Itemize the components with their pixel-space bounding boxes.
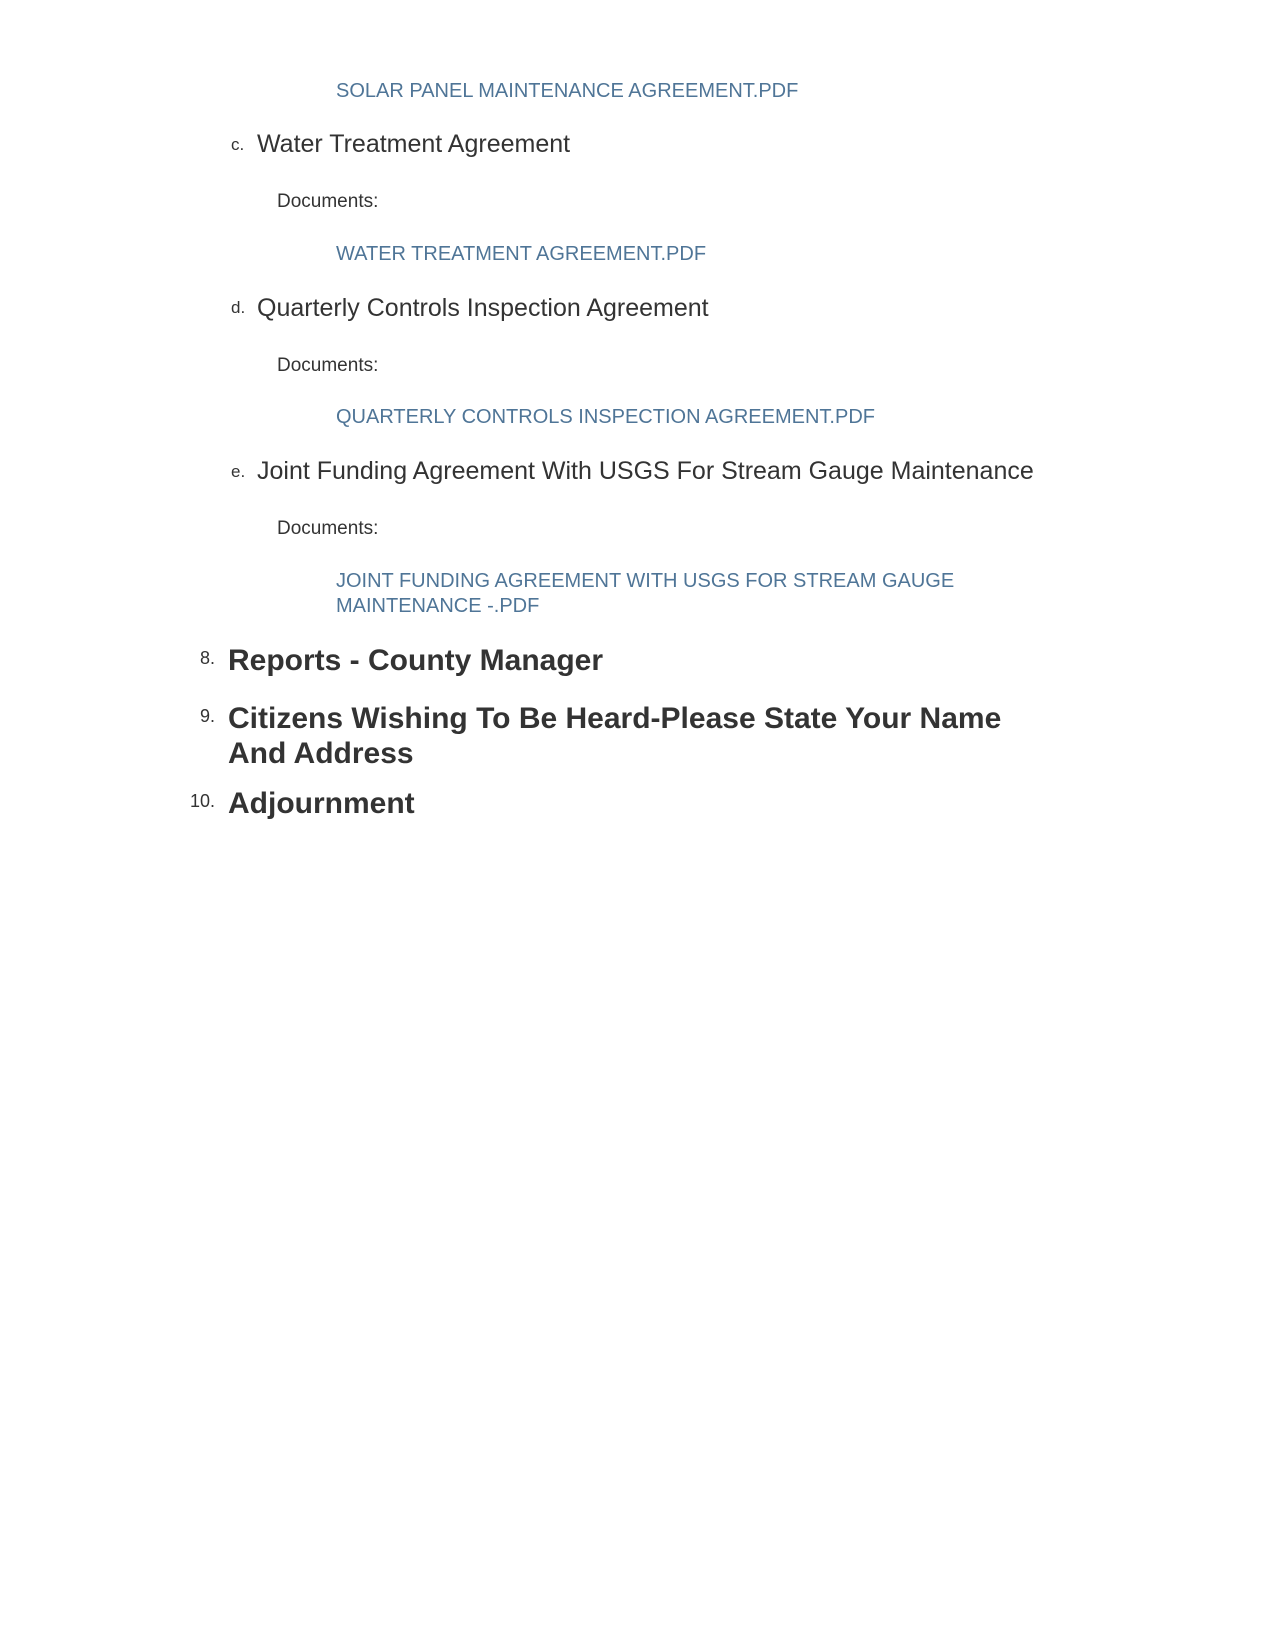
documents-label: Documents: [277, 355, 379, 376]
item-marker: d. [231, 298, 246, 317]
agenda-item-title: Adjournment [228, 787, 415, 820]
agenda-subitem-title: Water Treatment Agreement [257, 130, 571, 158]
document-link-quarterly-controls[interactable]: QUARTERLY CONTROLS INSPECTION AGREEMENT.PDF [336, 406, 875, 428]
item-marker: 8. [200, 648, 216, 668]
document-link-joint-funding[interactable] [336, 569, 954, 619]
agenda-item-title: Reports - County Manager [228, 644, 604, 677]
documents-label: Documents: [277, 518, 379, 539]
item-marker: c. [231, 135, 245, 154]
title-line-1: Citizens Wishing To Be Heard-Please State Your Name [228, 702, 1002, 735]
item-marker: 9. [200, 706, 216, 726]
link-line-2: MAINTENANCE -.PDF [336, 595, 540, 617]
item-marker: e. [231, 462, 246, 481]
title-line-2: And Address [228, 737, 414, 770]
agenda-subitem-title: Joint Funding Agreement With USGS For Stream Gauge Maintenance [257, 457, 1034, 485]
agenda-item-title [228, 701, 1001, 771]
agenda-subitem-title: Quarterly Controls Inspection Agreement [257, 294, 709, 322]
document-link-solar-panel[interactable]: SOLAR PANEL MAINTENANCE AGREEMENT.PDF [336, 80, 799, 102]
documents-label: Documents: [277, 191, 379, 212]
item-marker: 10. [190, 791, 216, 811]
link-line-1: JOINT FUNDING AGREEMENT WITH USGS FOR STREAM GAUGE [336, 570, 955, 592]
document-link-water-treatment[interactable]: WATER TREATMENT AGREEMENT.PDF [336, 243, 707, 265]
